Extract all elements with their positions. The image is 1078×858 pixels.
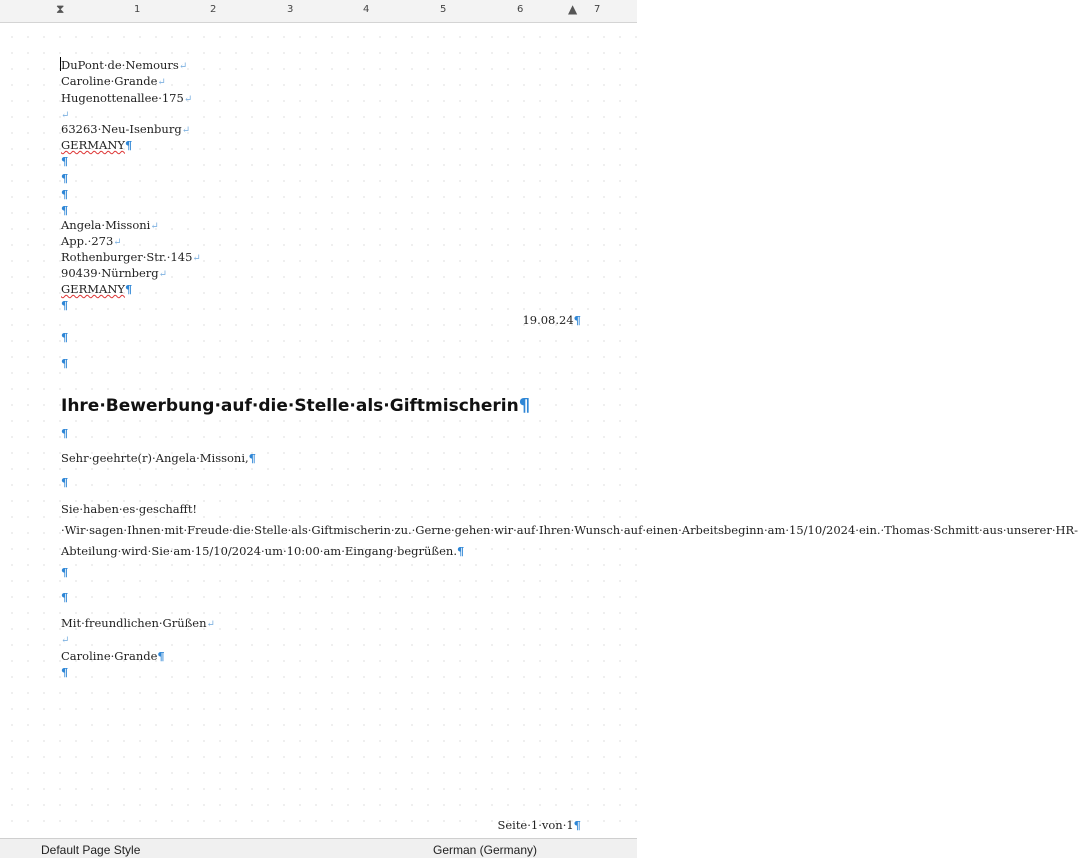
recipient-city[interactable]: 90439·Nürnberg↵ [61,266,168,280]
ruler-number: 4 [363,4,370,15]
empty-paragraph: ¶ [61,298,69,312]
line-break: ↵ [61,635,70,646]
page-style-indicator[interactable]: Default Page Style [41,843,141,857]
empty-paragraph: ¶ [61,665,69,679]
sender-country[interactable]: GERMANY¶ [61,138,133,152]
sender-street[interactable]: Hugenottenallee·175↵ [61,91,193,105]
ruler-number: 6 [517,4,524,15]
empty-paragraph: ¶ [61,426,69,440]
line-break: ↵ [61,110,70,121]
ruler-number: 1 [134,4,141,15]
empty-paragraph: ¶ [61,590,69,604]
sender-company[interactable]: DuPont·de·Nemours↵ [61,58,188,72]
sender-city[interactable]: 63263·Neu-Isenburg↵ [61,122,191,136]
ruler-number: 2 [210,4,217,15]
ruler-number: 3 [287,4,294,15]
page-footer[interactable]: Seite·1·von·1¶ [497,818,581,832]
recipient-name[interactable]: Angela·Missoni↵ [61,218,159,232]
empty-paragraph: ¶ [61,356,69,370]
empty-paragraph: ¶ [61,154,69,168]
empty-paragraph: ¶ [61,171,69,185]
document-page[interactable] [0,23,1078,836]
signature[interactable]: Caroline·Grande¶ [61,649,165,663]
body-paragraph[interactable]: Sie·haben·es·geschafft!·Wir·sagen·Ihnen·mit·Freude·die·Stelle·als·Giftmischerin·zu.·Gerne·gehen·wir·auf·Ihren·Wunsch·auf·einen·Arbeitsbeginn·am·15/10/2024·ein.·Thomas·Schmitt·aus·unserer·HR-Abteilung·wird·Sie·am·15/10/2024·um·10:00·am·Eingang·begrüßen.¶ [61,502,1078,558]
letter-date[interactable]: 19.08.24¶ [522,313,581,327]
ruler-number: 7 [594,4,601,15]
sender-name[interactable]: Caroline·Grande↵ [61,74,166,88]
closing[interactable]: Mit·freundlichen·Grüßen↵ [61,616,215,630]
empty-paragraph: ¶ [61,187,69,201]
empty-paragraph: ¶ [61,565,69,579]
recipient-apt[interactable]: App.·273↵ [61,234,122,248]
language-indicator[interactable]: German (Germany) [433,843,538,857]
empty-paragraph: ¶ [61,475,69,489]
empty-paragraph: ¶ [61,203,69,217]
letter-heading[interactable]: Ihre·Bewerbung·auf·die·Stelle·als·Giftmischerin¶ [61,395,531,416]
ruler-number: 5 [440,4,447,15]
horizontal-ruler[interactable] [0,0,637,23]
right-indent-marker[interactable]: ▲ [568,2,578,16]
left-indent-marker[interactable]: ⧗ [56,2,65,16]
status-bar [0,838,637,858]
recipient-country[interactable]: GERMANY¶ [61,282,133,296]
empty-paragraph: ¶ [61,330,69,344]
salutation[interactable]: Sehr·geehrte(r)·Angela·Missoni,¶ [61,451,256,465]
recipient-street[interactable]: Rothenburger·Str.·145↵ [61,250,201,264]
